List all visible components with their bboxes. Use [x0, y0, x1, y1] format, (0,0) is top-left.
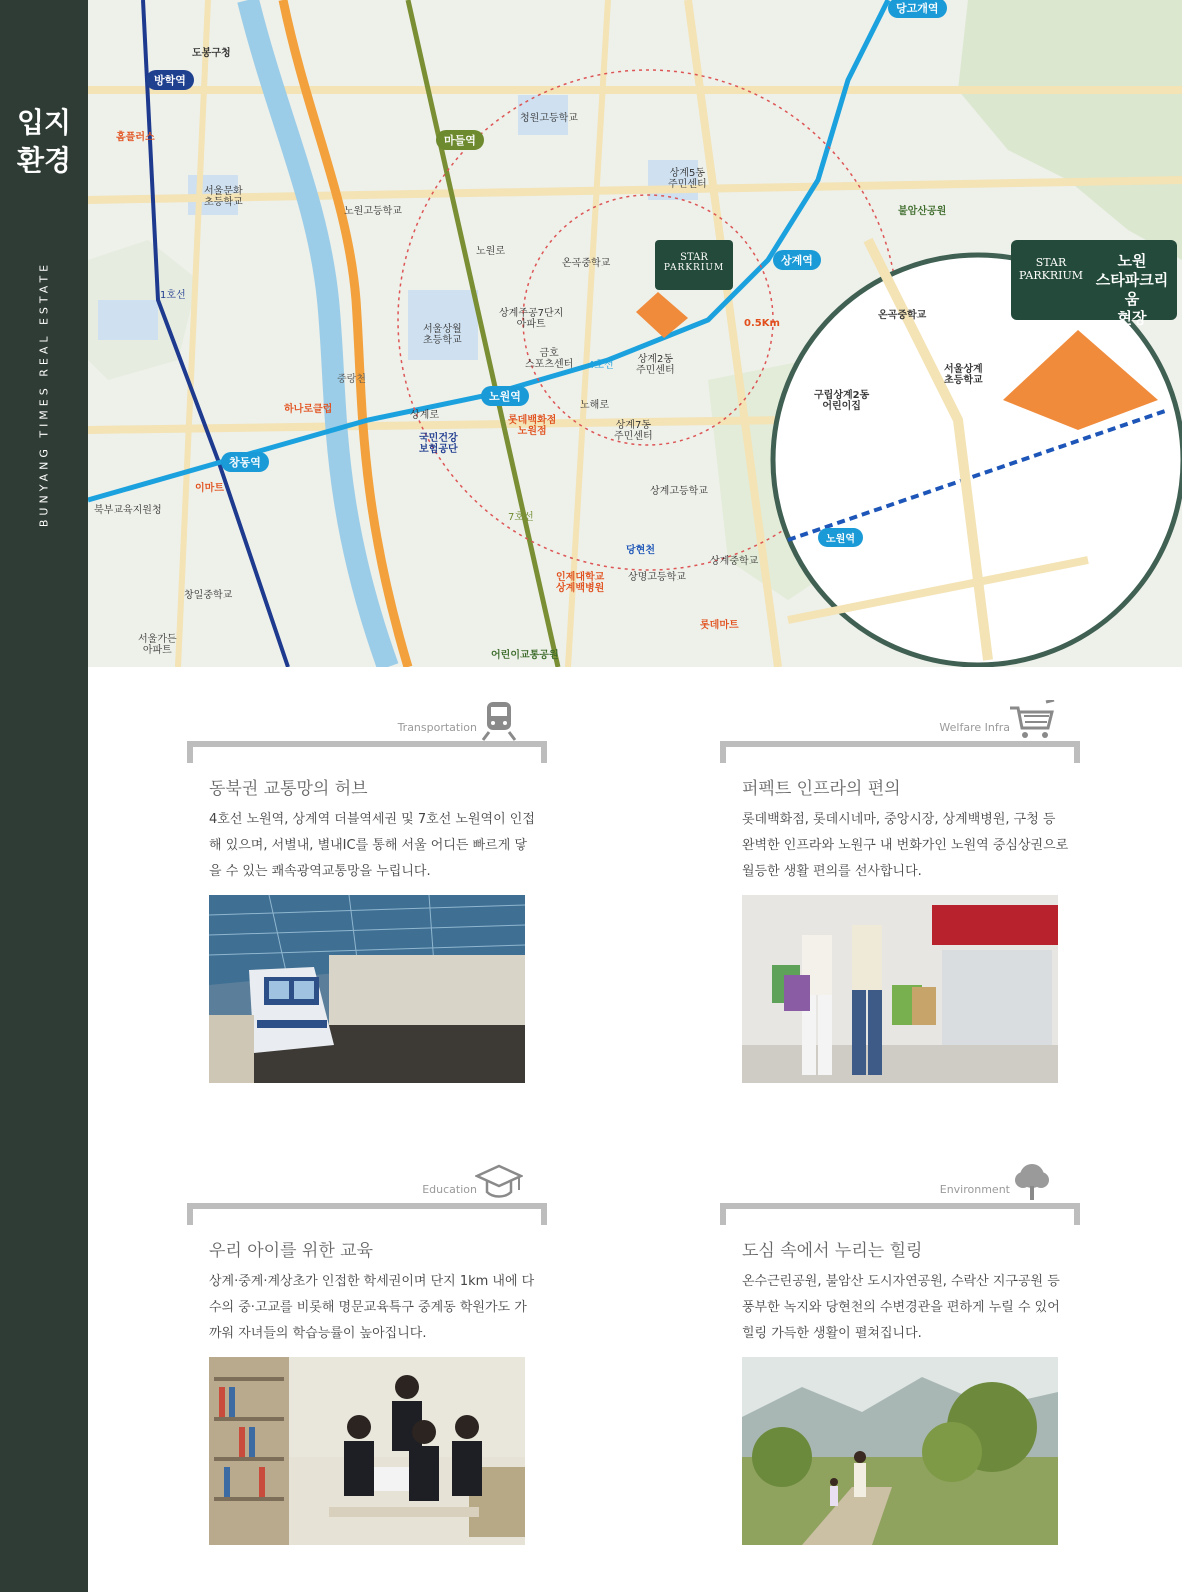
map-graphic	[88, 0, 1182, 667]
station-danggogae[interactable]: 당고개역	[888, 0, 947, 18]
label-sanggye7-line2: 주민센터	[614, 431, 653, 442]
students-library-photo	[209, 1357, 525, 1545]
label-lotte-dept-line1: 롯데백화점	[508, 415, 557, 426]
site-marker-large[interactable]	[1011, 240, 1177, 327]
feature-divider	[720, 1203, 1080, 1209]
label-sanggye7	[614, 420, 653, 442]
label-nowon-ro: 노원로	[476, 246, 505, 257]
label-insert-school	[944, 364, 983, 386]
label-nohae-ro: 노해로	[580, 400, 609, 411]
feature-welfare-en: Welfare Infra	[939, 721, 1010, 734]
label-junglang: 중랑천	[337, 374, 366, 385]
sidebar	[0, 0, 88, 1592]
label-sanggye-high: 상계고등학교	[650, 486, 708, 497]
feature-divider	[187, 741, 547, 747]
feature-welfare-title: 퍼펙트 인프라의 편의	[742, 779, 901, 799]
label-sanggye2-line1: 상계2동	[637, 354, 673, 365]
page-title-line1: 입지	[16, 106, 72, 139]
park-walk-photo	[742, 1357, 1058, 1545]
label-sanggye-apt	[499, 308, 563, 330]
shopping-cart-icon	[1008, 700, 1056, 742]
label-sanggye7-line1: 상계7동	[615, 420, 651, 431]
tree-icon	[1008, 1162, 1056, 1204]
page-title-line2: 환경	[16, 144, 72, 177]
marker-brand-label: PARKRIUM	[663, 263, 725, 273]
feature-environment-title: 도심 속에서 누리는 힐링	[742, 1241, 923, 1261]
label-onsu: 온곡중학교	[562, 258, 611, 269]
label-kookmin-line1: 국민건강	[419, 433, 458, 444]
feature-divider	[720, 741, 1080, 747]
label-homeplus: 홈플러스	[116, 132, 155, 143]
label-line1: 1호선	[160, 290, 186, 301]
label-insert-kinder-line2: 어린이집	[822, 401, 861, 412]
label-emart: 이마트	[195, 483, 224, 494]
label-changil: 창일중학교	[184, 590, 233, 601]
label-ganeun	[138, 634, 177, 656]
feature-education-title: 우리 아이를 위한 교육	[209, 1241, 374, 1261]
label-insert-center: 온곡중학교	[878, 310, 927, 321]
label-sanggye5-line2: 주민센터	[668, 179, 707, 190]
label-ganeun-line2: 아파트	[142, 645, 172, 656]
label-bulamsan: 불암산공원	[898, 206, 947, 217]
graduation-cap-icon	[475, 1162, 523, 1204]
station-nowon[interactable]: 노원역	[481, 386, 529, 406]
label-hanaro: 하나로클럽	[284, 404, 333, 415]
label-ganeun-line1: 서울가든	[138, 634, 177, 645]
label-insert-kinder-line1: 구립상계2동	[814, 390, 870, 401]
label-inje-line2: 상계백병원	[556, 583, 605, 594]
page-title	[0, 104, 88, 180]
station-nowon-insert[interactable]: 노원역	[818, 528, 863, 547]
label-seoul-munhwa-line2: 초등학교	[204, 197, 243, 208]
label-insert-school-line1: 서울상계	[944, 364, 983, 375]
label-geumho-line1: 금호	[539, 348, 559, 359]
feature-transportation	[187, 700, 547, 1083]
feature-welfare-body: 롯데백화점, 롯데시네마, 중앙시장, 상계백병원, 구청 등 완벽한 인프라와 노원구 내 번화가인 노원역 중심상권으로 월등한 생활 편의를 선사합니다.	[742, 812, 1069, 879]
train-icon	[475, 700, 523, 742]
label-geumho	[525, 348, 573, 370]
label-dobong-gu: 도봉구청	[192, 48, 231, 59]
marker-large-title-line1: 노원	[1117, 252, 1147, 270]
feature-transportation-title: 동북권 교통망의 허브	[209, 779, 368, 799]
label-kookmin	[419, 433, 458, 455]
label-bukbu: 북부교육지원청	[94, 505, 162, 516]
marker-star-label: STAR	[680, 252, 708, 263]
feature-education	[187, 1162, 547, 1545]
label-line4: 4호선	[588, 360, 614, 371]
subway-train-photo	[209, 895, 525, 1083]
location-map	[88, 0, 1182, 667]
station-sanggye[interactable]: 상계역	[773, 250, 821, 270]
label-sanggye2-line2: 주민센터	[636, 365, 675, 376]
label-kookmin-line2: 보험공단	[419, 444, 458, 455]
label-sangmyung: 상명고등학교	[628, 572, 686, 583]
label-sanggye2	[636, 354, 675, 376]
label-sanggye5-line1: 상계5동	[669, 168, 705, 179]
label-lotte-dept-line2: 노원점	[517, 426, 547, 437]
label-lotte-mart: 롯데마트	[700, 620, 739, 631]
station-changdong[interactable]: 창동역	[221, 452, 269, 472]
marker-large-logo	[1019, 256, 1083, 282]
label-seoul-sangwol-line1: 서울상월	[423, 324, 462, 335]
marker-large-title	[1089, 252, 1175, 328]
label-insert-kinder	[814, 390, 869, 412]
station-banghak[interactable]: 방학역	[146, 70, 194, 90]
label-children-park: 어린이교통공원	[491, 650, 559, 661]
feature-environment-body: 온수근린공원, 불암산 도시자연공원, 수락산 지구공원 등 풍부한 녹지와 당현천의 수변경관을 편하게 누릴 수 있어 힐링 가득한 생활이 펼쳐집니다.	[742, 1274, 1060, 1341]
label-seoul-munhwa	[204, 186, 243, 208]
station-madeul[interactable]: 마들역	[436, 130, 484, 150]
label-seoul-sangwol-line2: 초등학교	[423, 335, 462, 346]
site-marker-small[interactable]	[655, 240, 733, 290]
label-inje	[556, 572, 604, 594]
marker-large-title-line3: 현장	[1117, 309, 1147, 327]
label-seoul-sangwol	[423, 324, 462, 346]
label-sanggye-apt-line1: 상계주공7단지	[499, 308, 564, 319]
marker-large-title-line2: 스타파크리움	[1095, 271, 1169, 308]
marker-large-star: STAR	[1035, 256, 1067, 269]
label-insert-school-line2: 초등학교	[944, 375, 983, 386]
label-sanggye5	[668, 168, 707, 190]
label-sanggye-ro: 상계로	[410, 410, 439, 421]
feature-divider	[187, 1203, 547, 1209]
brand-vertical-text: BUNYANG TIMES REAL ESTATE	[37, 260, 51, 528]
label-geumho-line2: 스포츠센터	[525, 359, 574, 370]
label-inje-line1: 인제대학교	[556, 572, 605, 583]
feature-welfare	[720, 700, 1080, 1083]
label-seoul-munhwa-line1: 서울문화	[204, 186, 243, 197]
feature-transportation-en: Transportation	[397, 721, 477, 734]
label-sanggye-apt-line2: 아파트	[516, 319, 546, 330]
label-dangyeon: 당현천	[626, 545, 655, 556]
feature-transportation-body: 4호선 노원역, 상계역 더블역세권 및 7호선 노원역이 인접해 있으며, 서별내, 별내IC를 통해 서울 어디든 빠르게 닿을 수 있는 쾌속광역교통망을 누립니다.	[209, 812, 535, 879]
marker-large-brand: PARKRIUM	[1019, 269, 1083, 282]
label-sanggye-mid: 상계중학교	[710, 556, 759, 567]
label-cheongwon: 청원고등학교	[520, 113, 578, 124]
label-lotte-dept	[508, 415, 556, 437]
feature-environment-en: Environment	[939, 1183, 1010, 1196]
feature-education-body: 상계·중계·계상초가 인접한 학세권이며 단지 1km 내에 다수의 중·고교를 비롯해 명문교육특구 중계동 학원가도 가까워 자녀들의 학습능률이 높아집니다.	[209, 1274, 535, 1341]
label-nowon-high: 노원고등학교	[344, 206, 402, 217]
feature-environment	[720, 1162, 1080, 1545]
distance-label: 0.5Km	[744, 318, 780, 329]
feature-education-en: Education	[422, 1183, 477, 1196]
label-line7: 7호선	[508, 512, 534, 523]
shopping-couple-photo	[742, 895, 1058, 1083]
